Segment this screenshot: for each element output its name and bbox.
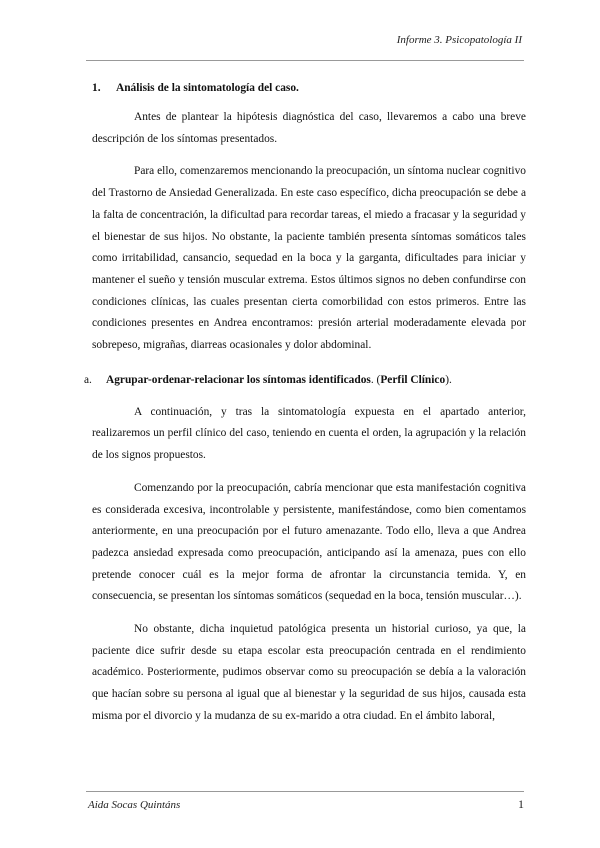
paragraph: Antes de plantear la hipótesis diagnóstica del caso, llevaremos a cabo una breve descripción de los síntomas presentados. [92,111,526,145]
subsection-heading: a. Agrupar-ordenar-relacionar los síntomas identificados. (Perfil Clínico). [92,369,526,391]
paragraph: A continuación, y tras la sintomatología expuesta en el apartado anterior, realizaremos un perfil clínico del caso, teniendo en cuenta el orden, la agrupación y la relación de los signos propuestos. [92,405,526,462]
footer-author: Aida Socas Quintáns [88,799,181,811]
subsection-letter: a. [84,373,92,386]
page-body [84,78,526,728]
header-rule [86,60,524,61]
section-title: Análisis de la sintomatología del caso. [116,82,299,94]
section-number: 1. [92,82,101,94]
page-number: 1 [518,797,524,811]
paragraph: Comenzando por la preocupación, cabría mencionar que esta manifestación cognitiva es considerada excesiva, incontrolable y persistente, manifestándose, como bien comentamos anteriormente, en una preocupación por el futuro amenazante. Todo ello, lleva a que Andrea padezca ansiedad expresada como preocupación, anticipando así la amenaza, pues con ello pretende conocer cuál es la mejor forma de afrontar la circunstancia temida. Y, en consecuencia, se presentan los síntomas somáticos (sequedad en la boca, tensión muscular…). [92,481,526,603]
subsection-title: Agrupar-ordenar-relacionar los síntomas identificados [106,373,371,386]
paragraph: Para ello, comenzaremos mencionando la preocupación, un síntoma nuclear cognitivo del Trastorno de Ansiedad Generalizada. En este caso específico, dicha preocupación se debe a la falta de concentración, la dificultad para recordar tareas, el miedo a fracasar y la seguridad y el bienestar de sus hijos. No obstante, la paciente también presenta síntomas somáticos tales como irritabilidad, cansancio, sequedad en la boca y la garganta, dificultades para iniciar y mantener el sueño y tensión muscular extrema. Estos últimos signos no deben confundirse con condiciones clínicas, las cuales presentan cierta comorbilidad con estos primeros. Entre las condiciones presentes en Andrea encontramos: presión arterial moderadamente elevada por sobrepeso, migrañas, diarreas ocasionales y dolor abdominal. [92,165,526,352]
section-heading [92,78,526,99]
running-header: Informe 3. Psicopatología II [396,34,522,46]
footer-rule [86,791,524,792]
subsection-title-extra: Perfil Clínico [380,373,446,386]
paragraph: No obstante, dicha inquietud patológica presenta un historial curioso, ya que, la paciente dice sufrir desde su etapa escolar esta preocupación centrada en el rendimiento académico. Posteriormente, pudimos observar como su preocupación se debía a la valoración que hacían sobre su persona al igual que al bienestar y la seguridad de sus hijos, causada esta misma por el divorcio y la mudanza de su ex-marido a otra ciudad. En el ámbito laboral, [92,623,526,722]
